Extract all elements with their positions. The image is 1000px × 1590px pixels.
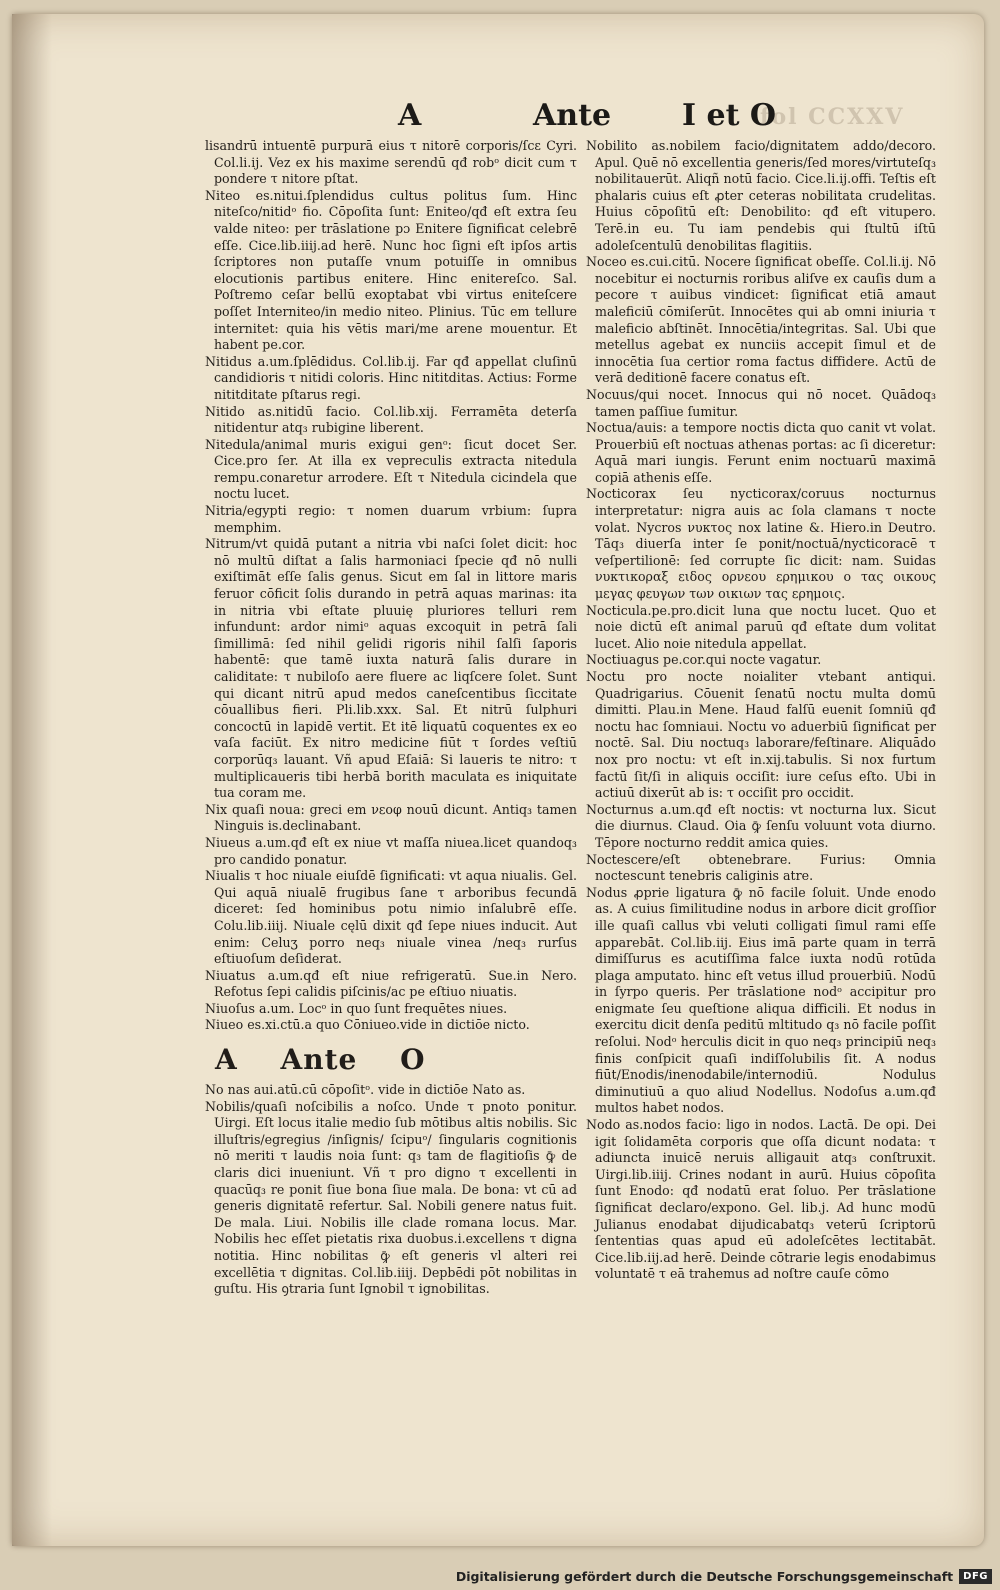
entry: Niuoſus a.um. Locᵒ in quo ſunt frequētes niues. [205,1000,508,1016]
entry: Nix quaſi noua: greci em νεοφ nouū dicunt. Antiq₃ tamen Ninguis is.declinabant. [205,801,577,834]
entry: Nitrum/vt quidā putant a nitria vbi naſci ſolet dicit: hoc nō multū diſtat a ſalis harmoniaci ſpecie qđ nō nulli exiſtimāt eſſe ſalis genus. Sicut em ſal in littore maris feruor cōficit ſolis durando in petrā aquas marinas: ita in nitria vbi eſtate pluuię pluriores telluri rem infundunt: ardor nimiᵒ aquas excoquit in petrā ſali ſimillimā: ſed nihil gelidi rigoris nihil ſalſi ſaporis habentē: que tamē iuxta naturā ſalis durare in caliditate: τ nubiloſo aere fluere ac liqſcere ſolet. Sunt qui dicant nitrū apud medos caneſcentibus ſiccitate cōuallibus fieri. Pli.lib.xxx. Sal. Et nitrū ſulphuri concoctū in lapidē vertit. Et itē liquatū coquentes ex eo vaſa faciūt. Ex nitro medicine fiūt τ ſordes veſtiū corporūq₃ lauant. Vñ apud Eſaiā: Si laueris te nitro: τ multiplicaueris tibi herbā borith maculata es iniquitate tua coram me. [205,536,577,801]
section-word: Ante [280,1043,358,1077]
entry: Nobilis/quaſi noſcibilis a noſco. Unde τ pnoto ponitur. Uirgi. Eſt locus italie medio ſub mōtibus altis nobilis. Sic illuſtris/egregius /inſignis/ ſcipuᵒ/ ſingularis cognitionis nō meriti τ laudis noia ſunt: q₃ tam de flagitioſis ꝙ̄ de claris dici inueniunt. Vñ τ pro digno τ excellenti in quacūq₃ re ponit ſiue bona ſiue mala. De bona: vt cū ad generis dignitatē refertur. Sal. Nobili genere natus fuit. De mala. Liui. Nobilis ille clade romana locus. Mar. Nobilis hec eſſet pietatis rixa duobus.i.excellens τ digna notitia. Hinc nobilitas ꝙ̄ eſt generis vl alteri rei excellētia τ dignitas. Col.lib.iiij. Depbēdi pōt nobilitas in guſtu. His ꝯtraria ſunt Ignobil τ ignobilitas. [205,1098,577,1297]
entry: Nitidus a.um.ſplēdidus. Col.lib.ij. Far qđ appellat cluſinū candidioris τ nitidi coloris. Hinc nititditas. Actius: Forme nititditate pſtarus regi. [205,353,577,402]
entry: Niueo es.xi.ctū.a quo Cōniueo.vide in dictiōe nicto. [205,1017,530,1033]
entry: Nocturnus a.um.qđ eſt noctis: vt nocturna lux. Sicut die diurnus. Claud. Oia ꝙ̄ ſenſu voluunt vota diurno. Tēpore nocturno reddit amica quies. [586,801,936,850]
gutter-shadow [12,14,52,1546]
entry: Nocticula.pe.pro.dicit luna que noctu lucet. Quo et noie dictū eſt animal paruū qđ eſtate dum volitat lucet. Alio noie nitedula appellat. [586,602,936,651]
left-column [205,138,577,1298]
entry: Noctu pro nocte noialiter vtebant antiqui. Quadrigarius. Cōuenit ſenatū noctu multa domū dimitti. Plau.in Mene. Haud falſū euenit ſomniū qđ noctu hac ſomniaui. Noctu vo aduerbiū ſignificat per noctē. Sal. Diu noctuq₃ laborare/feſtinare. Aliquādo nox pro noctu: vt eſt in.xij.tabulis. Si nox furtum factū ſit/ſi in aliquis occiſit: iure ceſus eſto. Ubi in actiuū dixerūt ab is: τ occiſit pro occidit. [586,669,936,801]
dfg-logo: DFG [959,1569,992,1584]
entry: Niualis τ hoc niuale eiuſdē ſignificati: vt aqua niualis. Gel. Qui aquā niualē frugibus ſane τ arboribus fecundā diceret: ſed hominibus potu nimio inſalubrē eſſe. Colu.lib.iiij. Niuale cęlū dixit qđ ſepe niues inducit. Aut enim: Celuʒ porro neq₃ niuale vinea /neq₃ rurſus eſtiuoſum deſiderat. [205,868,577,967]
entry: Nocuus/qui nocet. Innocus qui nō nocet. Quādoq₃ tamen paſſiue ſumitur. [586,386,936,419]
entry: Nitria/egypti regio: τ nomen duarum vrbium: ſupra memphim. [205,503,577,535]
entry: Nocticorax ſeu nycticorax/coruus nocturnus interpretatur: nigra auis ac ſola clamans τ nocte volat. Nycros νυκτος nox latine &. Hiero.in Deutro. Tāq₃ diuerſa inter ſe ponit/noctuā/nycticoracē τ veſpertilionē: ſed corrupte ſic dicit: nam. Suidas νυκτικοραξ ειδος ορνεου ερημικου ο τας οικους μεγας φευγων των οικιων τας ερημοις. [586,486,936,602]
entry: Nobilito as.nobilem facio/dignitatem addo/decoro. Apul. Quē nō excellentia generis/ſed mores/virtuteſq₃ nobilitauerūt. Aliqñ notū facio. Cice.li.ij.offi. Teſtis eſt phalaris cuius eſt ꝓter ceteras nobilitata crudelitas. Huius cōpoſitū eſt: Denobilito: qđ eſt vitupero. Terē.in eu. Tu iam pendebis qui ſtultū iſtū adoleſcentulū denobilitas flagitiis. [586,138,936,253]
section-letter: A [215,1043,238,1077]
entry: No nas aui.atū.cū cōpoſitᵒ. vide in dictiōe Nato as. [205,1082,526,1098]
entry: Niuatus a.um.qđ eſt niue refrigeratū. Sue.in Nero. Refotus ſepi calidis piſcinis/ac pe eſtiuo niuatis. [205,967,577,1000]
header-word: Ante [533,98,612,133]
digitization-footer [456,1569,992,1584]
footer-text: Digitalisierung gefördert durch die Deutsche Forschungsgemeinschaft [455,1569,954,1584]
bleed-through-folio: fol CCXXV [760,104,905,130]
entry: Nodus ꝓprie ligatura ꝙ̄ nō facile ſoluit. Unde enodo as. A cuius ſimilitudine nodus in arbore dicit groſſior ille quaſi callus vbi veluti colligati ſimul rami eſſe apparebāt. Col.lib.iij. Eius imā parte quam in terrā dimiſſurus es acutiſſima falce iuxta nodū rotūda plaga amputato. hinc eſt vetus illud prouerbiū. Nodū in ſyrpo queris. Per trāslatione nodᵒ accipitur pro enigmate ſeu queſtione aliqua difficili. Et nodus in exercitu dicit denſa peditū mltitudo q₃ nō facile poſſit reſolui. Nodᵒ herculis dicit in quo neq₃ principiū neq₃ finis conſpicit quaſi indiſſolubilis ſit. A nodus fiūt/Enodis/inenodabile/internodiū. Nodulus diminutiuū a quo aliud Nodellus. Nodoſus a.um.qđ multos habet nodos. [586,884,936,1116]
entry: Noceo es.cui.citū. Nocere ſignificat obeſſe. Col.li.ij. Nō nocebitur ei nocturnis roribus aliſve ex cauſis dum a pecore τ auibus vindicet: ſignificat etiā amaut maleficiū cōmiſerūt. Innocētes qui ab omni iniuria τ maleficio abſtinēt. Innocētia/integritas. Sal. Ubi que metellus agebat ex nunciis accepit ſimul et de innocētia ſua certior roma factus diffidere. Actū de verā deditionē facere conatus eſt. [586,254,936,386]
right-column [586,138,936,1283]
section-heading [215,1042,577,1078]
section-range: O [400,1043,426,1077]
header-range: I et O [682,98,776,133]
entry: Noctescere/eſt obtenebrare. Furius: Omnia noctescunt tenebris caliginis atre. [586,851,936,884]
entry: Nitedula/animal muris exigui genᵒ: ſicut docet Ser. Cice.pro ſer. At illa ex vepreculis extracta nitedula rempu.conaretur arrodere. Eſt τ Nitedula cicindela que noctu lucet. [205,436,577,502]
entry: Noctiuagus pe.cor.qui nocte vagatur. [586,652,822,668]
entry: Niteo es.nitui.ſplendidus cultus politus ſum. Hinc niteſco/nitidᵒ fio. Cōpoſita ſunt: Eniteo/qđ eſt extra ſeu valde niteo: per trāslatione pɔ Enitere ſignificat celebrē eſſe. Cice.lib.iiij.ad herē. Nunc hoc ſigni eſt ipſos artis ſcriptores non putaſſe vnum potuiſſe in omnibus elocutionis partibus enitere. Hinc enitereſco. Sal. Poſtremo ceſar bellū exoptabat vbi virtus eniteſcere poſſet Interniteo/in medio niteo. Plinius. Tūc em tellure internitet: quia his vētis mari/me arene mouentur. Et habent pe.cor. [205,187,577,353]
entry: Nodo as.nodos facio: ligo in nodos. Lactā. De opi. Dei igit ſolidamēta corporis que oſſa dicunt nodata: τ adiuncta inuicē neruis alligauit atq₃ conſtruxit. Uirgi.lib.iiij. Crines nodant in aurū. Huius cōpoſita ſunt Enodo: qđ nodatū erat ſoluo. Per trāslatione ſignificat declaro/expono. Gel. lib.j. Ad hunc modū Julianus enodabat dijudicabatq₃ veterū ſcriptorū ſententias quas apud eū adoleſcētes lectitabāt. Cice.lib.iij.ad herē. Deinde cōtrarie legis enodabimus voluntatē τ eā trahemus ad noſtre cauſe cōmo [586,1117,936,1282]
entry: lisandrū intuentē purpurā eius τ nitorē corporis/ſcɛ Cyri. Col.li.ij. Vez ex his maxime serendū qđ robᵒ dicit cum τ pondere τ nitore pſtat. [205,138,577,187]
entry: Noctua/auis: a tempore noctis dicta quo canit vt volat. Prouerbiū eſt noctuas athenas portas: ac ſi diceretur: Aquā mari iungis. Ferunt enim noctuarū maximā copiā athenis eſſe. [586,420,936,485]
entry: Nitido as.nitidū facio. Col.lib.xij. Ferramēta deterſa nitidentur atq₃ rubigine liberent. [205,403,577,436]
header-letter: A [398,98,422,133]
entry: Niueus a.um.qđ eſt ex niue vt maſſa niuea.licet quandoq₃ pro candido ponatur. [205,834,577,867]
